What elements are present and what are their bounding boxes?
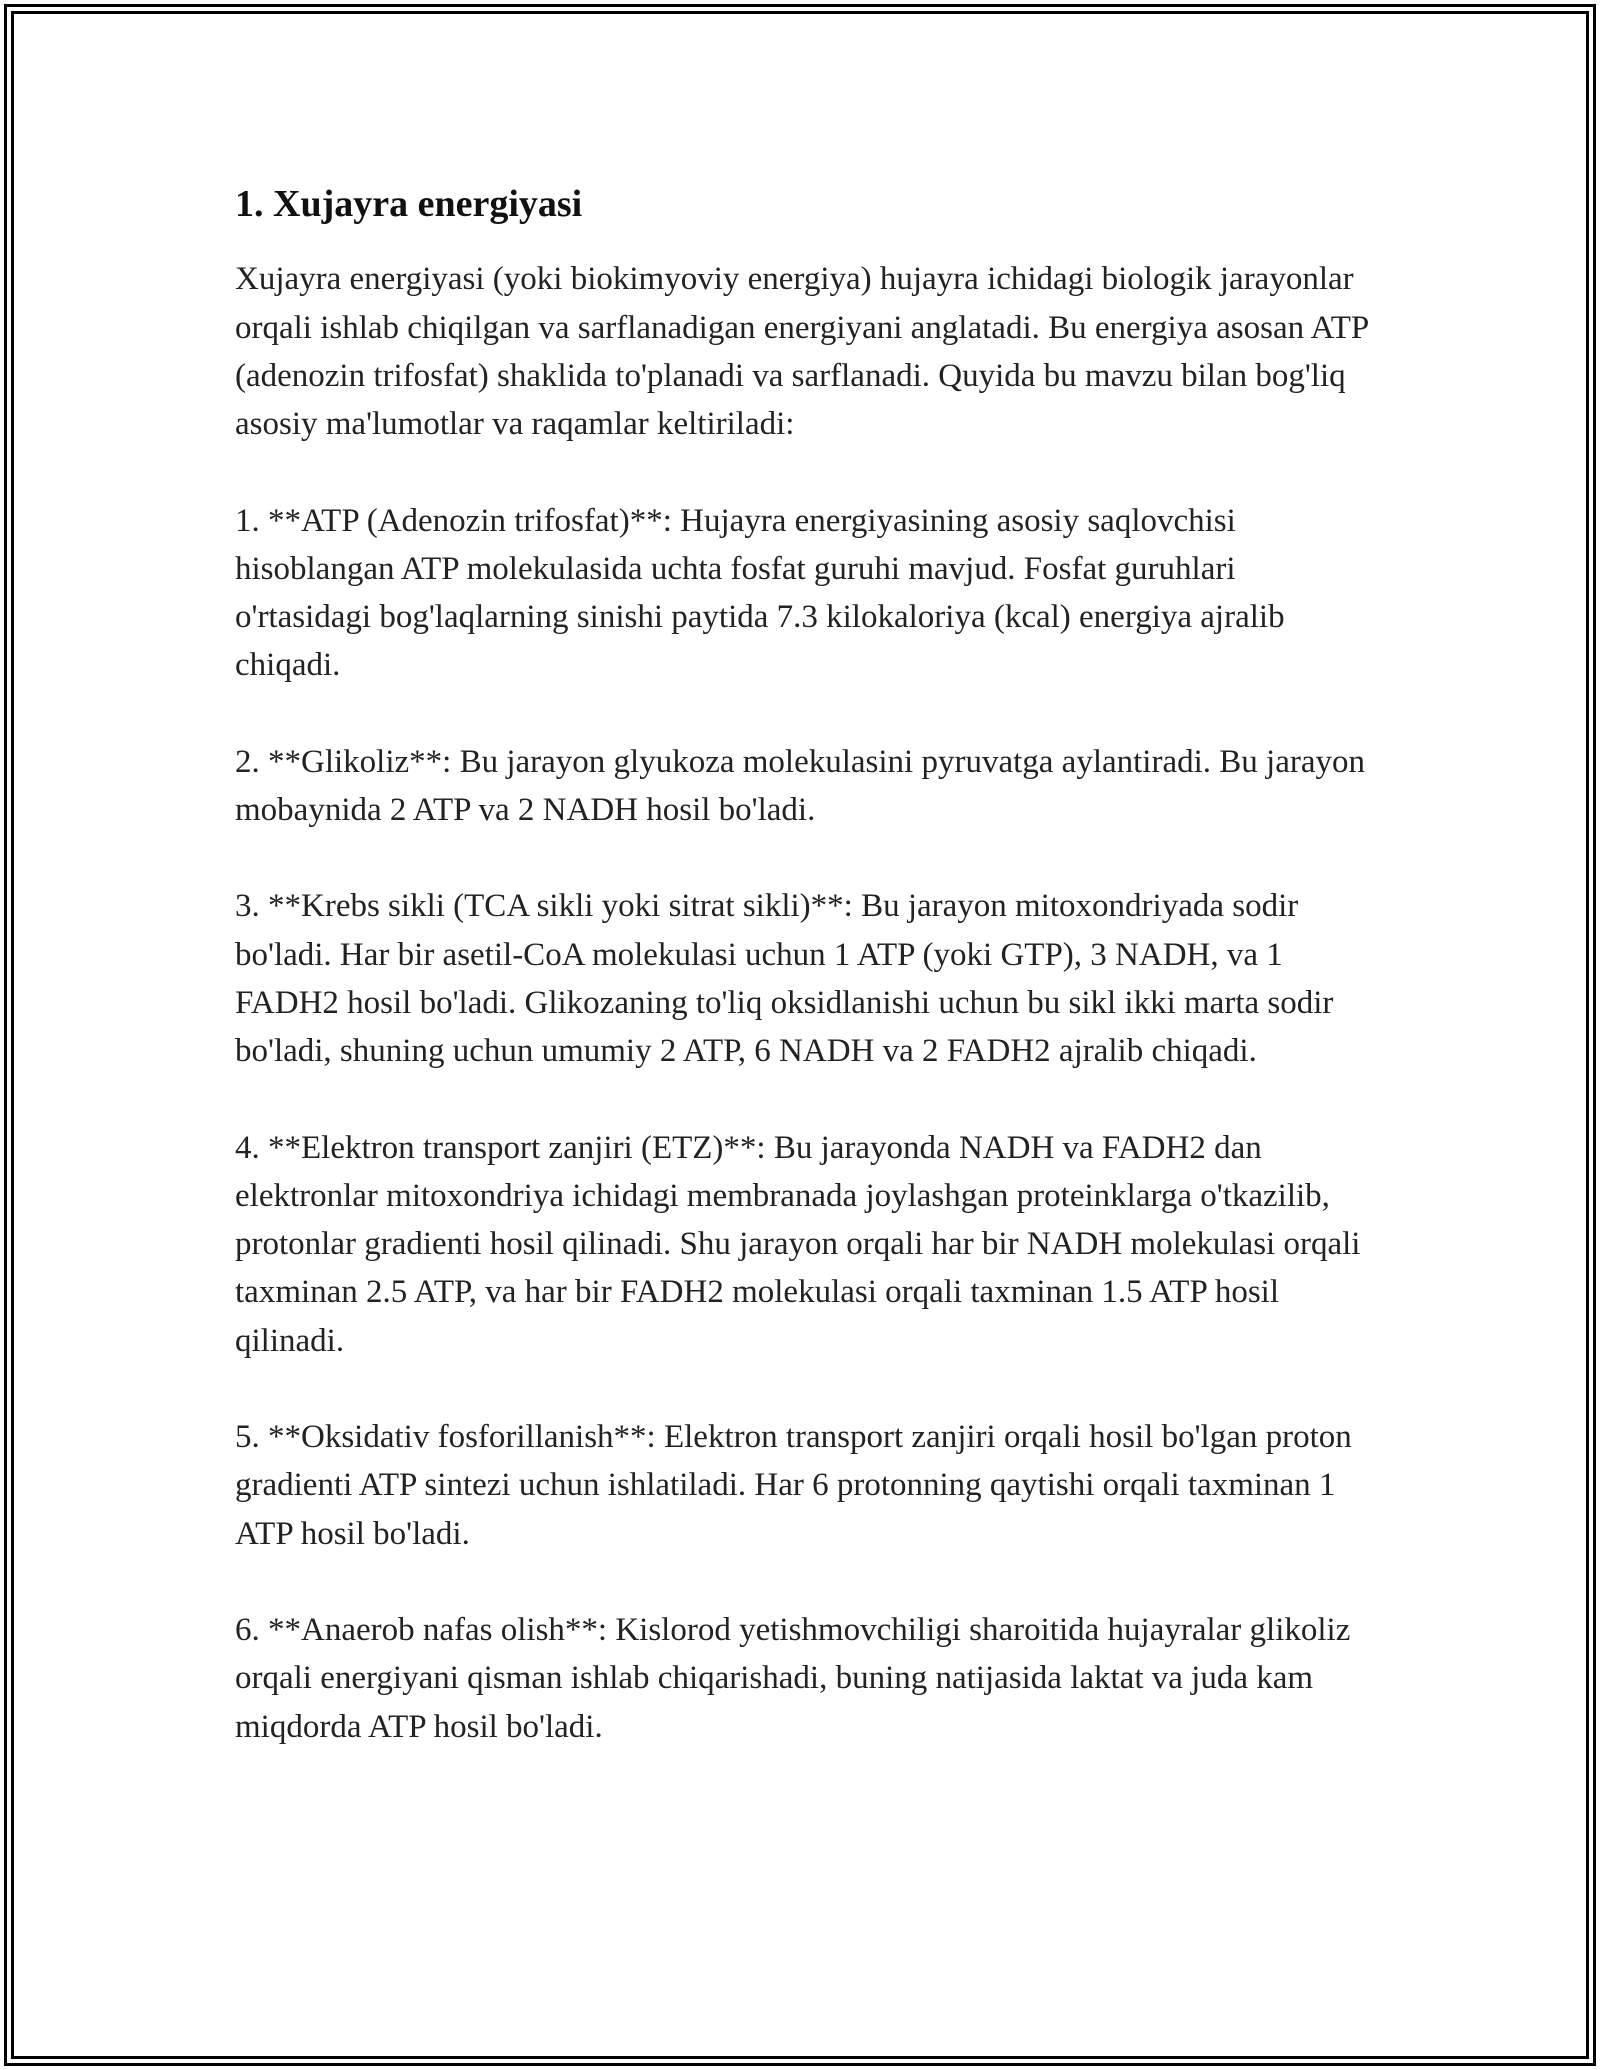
paragraph-oksidativ: 5. **Oksidativ fosforillanish**: Elektron transport zanjiri orqali hosil bo'lgan proton gradienti ATP sintezi uchun ishlatiladi. Har 6 protonning qaytishi orqali taxminan 1 ATP hosil bo'ladi. xyxy=(235,1419,1352,1552)
paragraph-atp: 1. **ATP (Adenozin trifosfat)**: Hujayra energiyasining asosiy saqlovchisi hisoblangan ATP molekulasida uchta fosfat guruhi mavjud. Fosfat guruhlari o'rtasidagi bog'laqlarning sinishi paytida 7.3 kilokaloriya (kcal) energiya ajralib chiqadi. xyxy=(235,502,1285,684)
paragraph-etz: 4. **Elektron transport zanjiri (ETZ)**: Bu jarayonda NADH va FADH2 dan elektronlar mitoxondriya ichidagi membranada joylashgan proteinklarga o'tkazilib, protonlar gradienti hosil qilinadi. Shu jarayon orqali har bir NADH molekulasi orqali taxminan 2.5 ATP, va har bir FADH2 molekulasi orqali taxminan 1.5 ATP hosil qilinadi. xyxy=(235,1129,1361,1359)
document-body xyxy=(235,180,1375,1799)
paragraph-glikoliz: 2. **Glikoliz**: Bu jarayon glyukoza molekulasini pyruvatga aylantiradi. Bu jarayon mobaynida 2 ATP va 2 NADH hosil bo'ladi. xyxy=(235,743,1365,829)
paragraph-krebs: 3. **Krebs sikli (TCA sikli yoki sitrat sikli)**: Bu jarayon mitoxondriyada sodir bo'ladi. Har bir asetil-CoA molekulasi uchun 1 ATP (yoki GTP), 3 NADH, va 1 FADH2 hosil bo'ladi. Glikozaning to'liq oksidlanishi uchun bu sikl ikki marta sodir bo'ladi, shuning uchun umumiy 2 ATP, 6 NADH va 2 FADH2 ajralib chiqadi. xyxy=(235,888,1334,1070)
document-title: 1. Xujayra energiyasi xyxy=(235,183,583,225)
intro-paragraph: Xujayra energiyasi (yoki biokimyoviy energiya) hujayra ichidagi biologik jarayonlar orqali ishlab chiqilgan va sarflanadigan energiyani anglatadi. Bu energiya asosan ATP (adenozin trifosfat) shaklida to'planadi va sarflanadi. Quyida bu mavzu bilan bog'liq asosiy ma'lumotlar va raqamlar keltiriladi: xyxy=(235,261,1368,443)
paragraph-anaerob: 6. **Anaerob nafas olish**: Kislorod yetishmovchiligi sharoitida hujayralar glikoliz orqali energiyani qisman ishlab chiqarishadi, buning natijasida laktat va juda kam miqdorda ATP hosil bo'ladi. xyxy=(235,1611,1351,1745)
